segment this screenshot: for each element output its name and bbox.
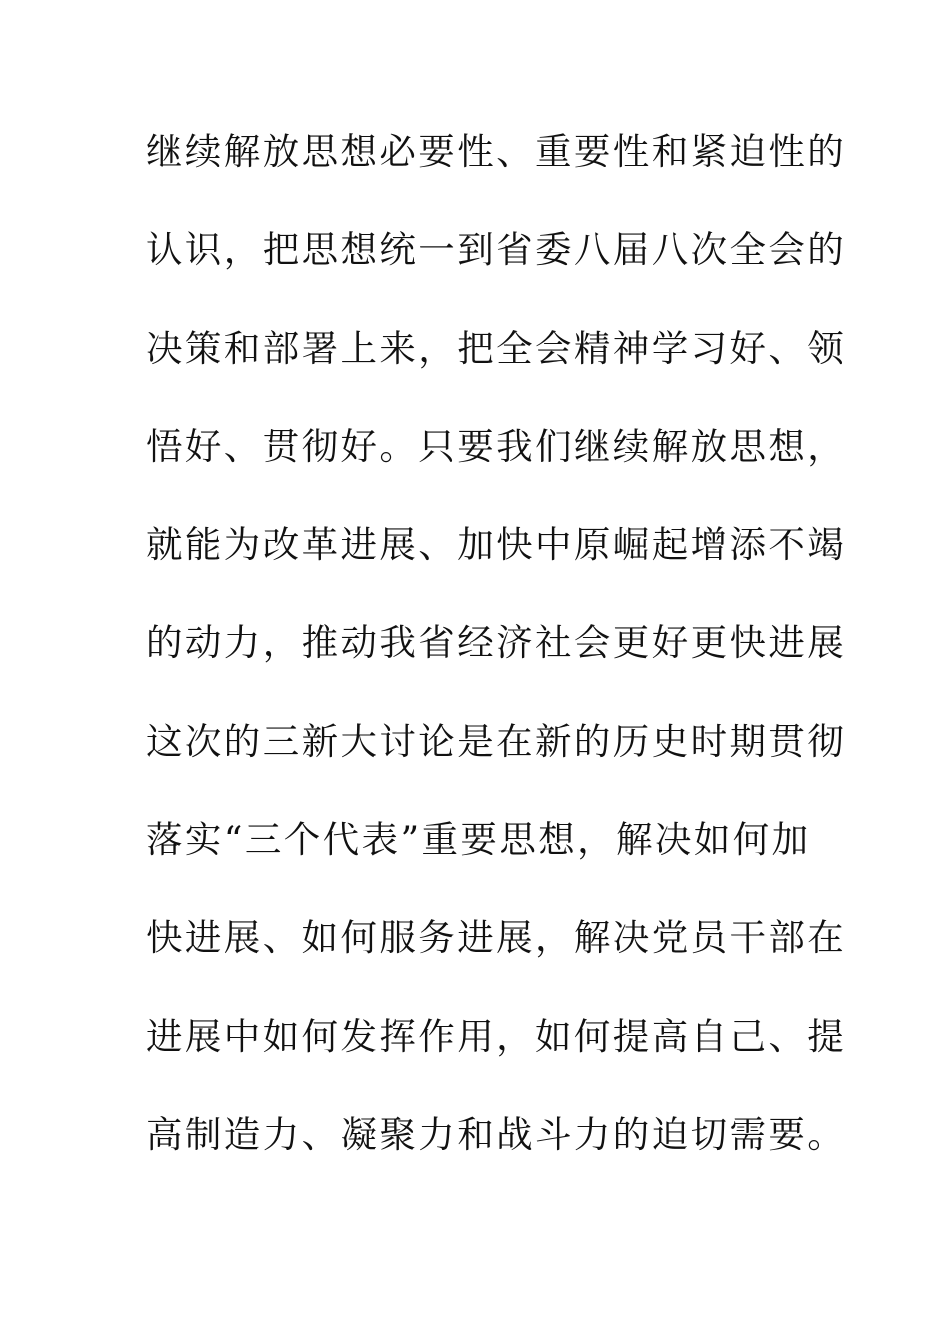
text-line-9: 快进展、如何服务进展，解决党员干部在 — [146, 916, 847, 960]
text-line-2: 认识，把思想统一到省委八届八次全会的 — [146, 228, 847, 272]
text-line-10: 进展中如何发挥作用，如何提高自己、提 — [146, 1014, 847, 1058]
text-line-1: 继续解放思想必要性、重要性和紧迫性的 — [146, 130, 847, 173]
body-text — [146, 122, 847, 1203]
text-line-5: 就能为改革进展、加快中原崛起增添不竭 — [146, 523, 847, 567]
text-line-3: 决策和部署上来，把全会精神学习好、领 — [146, 326, 847, 370]
text-line-11: 高制造力、凝聚力和战斗力的迫切需要。 — [146, 1112, 847, 1156]
text-line-6: 的动力，推动我省经济社会更好更快进展 — [146, 621, 847, 665]
text-line-8: 落实“三个代表”重要思想，解决如何加 — [146, 818, 811, 862]
text-line-7: 这次的三新大讨论是在新的历史时期贯彻 — [146, 719, 847, 763]
text-line-4: 悟好、贯彻好。只要我们继续解放思想， — [146, 424, 847, 468]
